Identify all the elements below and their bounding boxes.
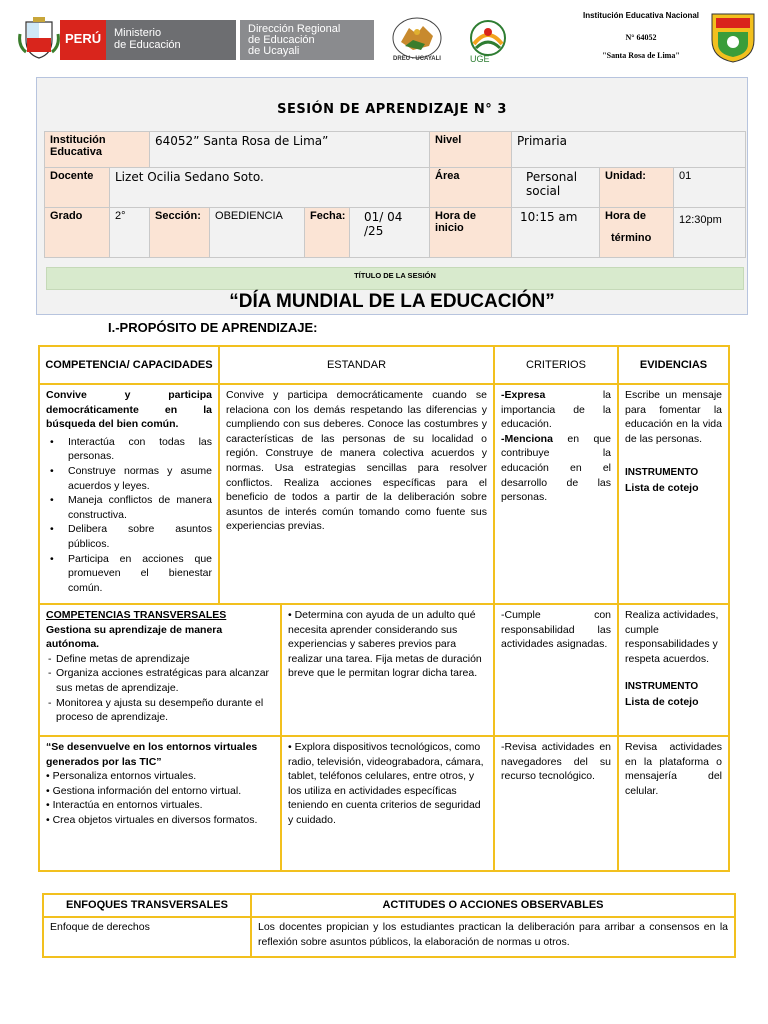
list-item: - Define metas de aprendizaje bbox=[46, 652, 274, 667]
seccion-value: OBEDIENCIA bbox=[210, 208, 305, 258]
hora-termino-label-line: Hora de bbox=[605, 210, 646, 222]
list-item: • Interactúa con todas las personas. bbox=[46, 435, 212, 464]
school-crest-icon bbox=[708, 10, 758, 64]
table-row bbox=[43, 917, 735, 957]
list-item: • Crea objetos virtuales en diversos formatos. bbox=[46, 813, 258, 826]
evidencia-text: Realiza actividades, cumple responsabilidades y respeta acuerdos. bbox=[625, 609, 719, 665]
competencias-transversales-heading: COMPETENCIAS TRANSVERSALES bbox=[46, 609, 227, 621]
column-header: ESTANDAR bbox=[219, 346, 494, 384]
hora-inicio-value: 10:15 am bbox=[512, 208, 600, 258]
institucion-value: 64052” Santa Rosa de Lima” bbox=[150, 132, 430, 168]
competencia-cell bbox=[39, 384, 219, 604]
instrumento-value: Lista de cotejo bbox=[625, 481, 699, 494]
criterio-verb: -Expresa bbox=[501, 389, 546, 401]
criterio-text: la importancia de la educación. bbox=[501, 389, 611, 431]
institucion-line: "Santa Rosa de Lima" bbox=[602, 51, 680, 60]
instrumento-label: INSTRUMENTO bbox=[625, 681, 699, 693]
direccion-line: Dirección Regional bbox=[248, 23, 341, 35]
proposito-header-row bbox=[39, 346, 729, 384]
column-header: CRITERIOS bbox=[494, 346, 618, 384]
unidad-value: 01 bbox=[674, 168, 746, 208]
proposito-heading: I.-PROPÓSITO DE APRENDIZAJE: bbox=[108, 320, 318, 335]
list-item: - Monitorea y ajusta su desempeño durante el proceso de aprendizaje. bbox=[46, 696, 274, 725]
list-item: - Organiza acciones estratégicas para alcanzar sus metas de aprendizaje. bbox=[46, 666, 274, 695]
criterio-verb: -Menciona bbox=[501, 432, 553, 445]
estandar-cell: Convive y participa democráticamente cuando se relaciona con los demás respetando las diferencias y cumpliendo con sus deberes. Conoce las costumbres y características de las personas de su localidad o región. Construye de manera colectiva acuerdos y normas. Usa estrategias sencillas para resolver conflictos. Realiza acciones específicas para el beneficio de todos a partir de la deliberación sobre asuntos de interés común tomando como fuente sus experiencias previas. bbox=[219, 384, 494, 604]
enfoques-header-row bbox=[43, 894, 735, 917]
enfoques-table bbox=[42, 893, 736, 958]
list-item: • Participa en acciones que promueven el bienestar común. bbox=[46, 552, 212, 596]
fecha-value: 01/ 04 /25 bbox=[350, 208, 430, 258]
list-item: • Interactúa en entornos virtuales. bbox=[46, 799, 203, 812]
grado-label: Grado bbox=[45, 208, 110, 258]
actitud-cell: Los docentes propician y los estudiantes practican la deliberación para arribar a consensos en la reflexión sobre asuntos públicos, la elaboración de normas u otros. bbox=[251, 917, 735, 957]
unidad-label: Unidad: bbox=[600, 168, 674, 208]
institucion-header bbox=[575, 11, 707, 60]
ministerio-line: de Educación bbox=[114, 39, 181, 51]
nivel-value: Primaria bbox=[512, 132, 746, 168]
peru-label: PERÚ bbox=[65, 31, 102, 46]
competencia-title: Convive y participa democráticamente en la búsqueda del bien común. bbox=[46, 389, 212, 431]
nivel-label: Nivel bbox=[430, 132, 512, 168]
header-logos bbox=[0, 0, 768, 74]
column-header: COMPETENCIA/ CAPACIDADES bbox=[39, 346, 219, 384]
hora-inicio-label: Hora de inicio bbox=[430, 208, 512, 258]
titulo-sesion-bar: TÍTULO DE LA SESIÓN bbox=[46, 267, 744, 290]
proposito-table bbox=[38, 345, 730, 872]
evidencia-text: Escribe un mensaje para fomentar la educación en la vida de las personas. bbox=[625, 389, 722, 445]
direccion-line: de Educación bbox=[248, 34, 315, 46]
column-header: ACTITUDES O ACCIONES OBSERVABLES bbox=[251, 894, 735, 917]
competencia-tic-cell bbox=[39, 736, 281, 871]
peru-coat-of-arms-icon bbox=[18, 16, 60, 60]
table-row bbox=[39, 384, 729, 604]
institucion-label: Institución Educativa bbox=[45, 132, 150, 168]
dreu-caption: DREU - UCAYALI bbox=[393, 56, 441, 62]
ministerio-line: Ministerio bbox=[114, 27, 162, 39]
competencia-title: “Se desenvuelve en los entornos virtuales generados por las TIC” bbox=[46, 741, 258, 768]
session-day-title: “DÍA MUNDIAL DE LA EDUCACIÓN” bbox=[229, 291, 555, 312]
estandar-cell: • Explora dispositivos tecnológicos, como radio, televisión, videograbadora, cámara, tablet, teléfonos celulares, entre otros, y los utiliza en actividades específicas teniendo en cuenta criterios de seguridad y cuidado. bbox=[281, 736, 494, 871]
session-title: SESIÓN DE APRENDIZAJE N° 3 bbox=[277, 102, 507, 117]
docente-value: Lizet Ocilia Sedano Soto. bbox=[110, 168, 430, 208]
enfoque-cell: Enfoque de derechos bbox=[43, 917, 251, 957]
instrumento-label: INSTRUMENTO bbox=[625, 467, 699, 479]
hora-termino-label-line: término bbox=[611, 232, 652, 244]
table-row bbox=[39, 604, 729, 736]
area-value: Personal social bbox=[512, 168, 600, 208]
criterios-cell: -Revisa actividades en navegadores del su recurso tecnológico. bbox=[494, 736, 618, 871]
institucion-line: Institución Educativa Nacional bbox=[582, 11, 700, 20]
list-item: • Gestiona información del entorno virtual. bbox=[46, 784, 242, 797]
docente-label: Docente bbox=[45, 168, 110, 208]
criterios-cell bbox=[494, 384, 618, 604]
area-label: Área bbox=[430, 168, 512, 208]
evidencias-cell bbox=[618, 604, 729, 736]
hora-termino-label bbox=[600, 208, 674, 258]
list-item: • Delibera sobre asuntos públicos. bbox=[46, 522, 212, 551]
evidencias-cell bbox=[618, 384, 729, 604]
fecha-label: Fecha: bbox=[305, 208, 350, 258]
peru-brand bbox=[60, 20, 106, 60]
grado-value: 2° bbox=[110, 208, 150, 258]
instrumento-value: Lista de cotejo bbox=[625, 695, 699, 708]
competencia-title: Gestiona su aprendizaje de manera autónoma. bbox=[46, 623, 223, 651]
evidencias-cell: Revisa actividades en la plataforma o mensajería del celular. bbox=[618, 736, 729, 871]
criterios-cell: -Cumple con responsabilidad las actividades asignadas. bbox=[494, 604, 618, 736]
direccion-line: de Ucayali bbox=[248, 45, 300, 57]
ministerio-brand bbox=[106, 20, 236, 60]
criterio-text: en que contribuye la educación en el desarrollo de las personas. bbox=[501, 432, 611, 504]
hora-termino-value: 12:30pm bbox=[674, 208, 746, 258]
capacidades-list bbox=[46, 435, 212, 596]
ugel-logo-icon bbox=[464, 18, 512, 64]
seccion-label: Sección: bbox=[150, 208, 210, 258]
column-header: EVIDENCIAS bbox=[618, 346, 729, 384]
list-item: • Maneja conflictos de manera constructiva. bbox=[46, 493, 212, 522]
table-row bbox=[39, 736, 729, 871]
capacidades-list bbox=[46, 652, 274, 725]
institucion-line: N° 64052 bbox=[625, 33, 657, 42]
session-info-table bbox=[44, 131, 746, 258]
direccion-regional-brand bbox=[240, 20, 374, 60]
svg-text:UGE: UGE bbox=[470, 54, 490, 64]
estandar-cell: • Determina con ayuda de un adulto qué necesita aprender considerando sus experiencias y saberes previos para realizar una tarea. Fija metas de duración breve que le permitan lograr dicha tarea. bbox=[281, 604, 494, 736]
list-item: • Personaliza entornos virtuales. bbox=[46, 770, 197, 783]
column-header: ENFOQUES TRANSVERSALES bbox=[43, 894, 251, 917]
competencia-transversal-cell bbox=[39, 604, 281, 736]
list-item: • Construye normas y asume acuerdos y leyes. bbox=[46, 464, 212, 493]
